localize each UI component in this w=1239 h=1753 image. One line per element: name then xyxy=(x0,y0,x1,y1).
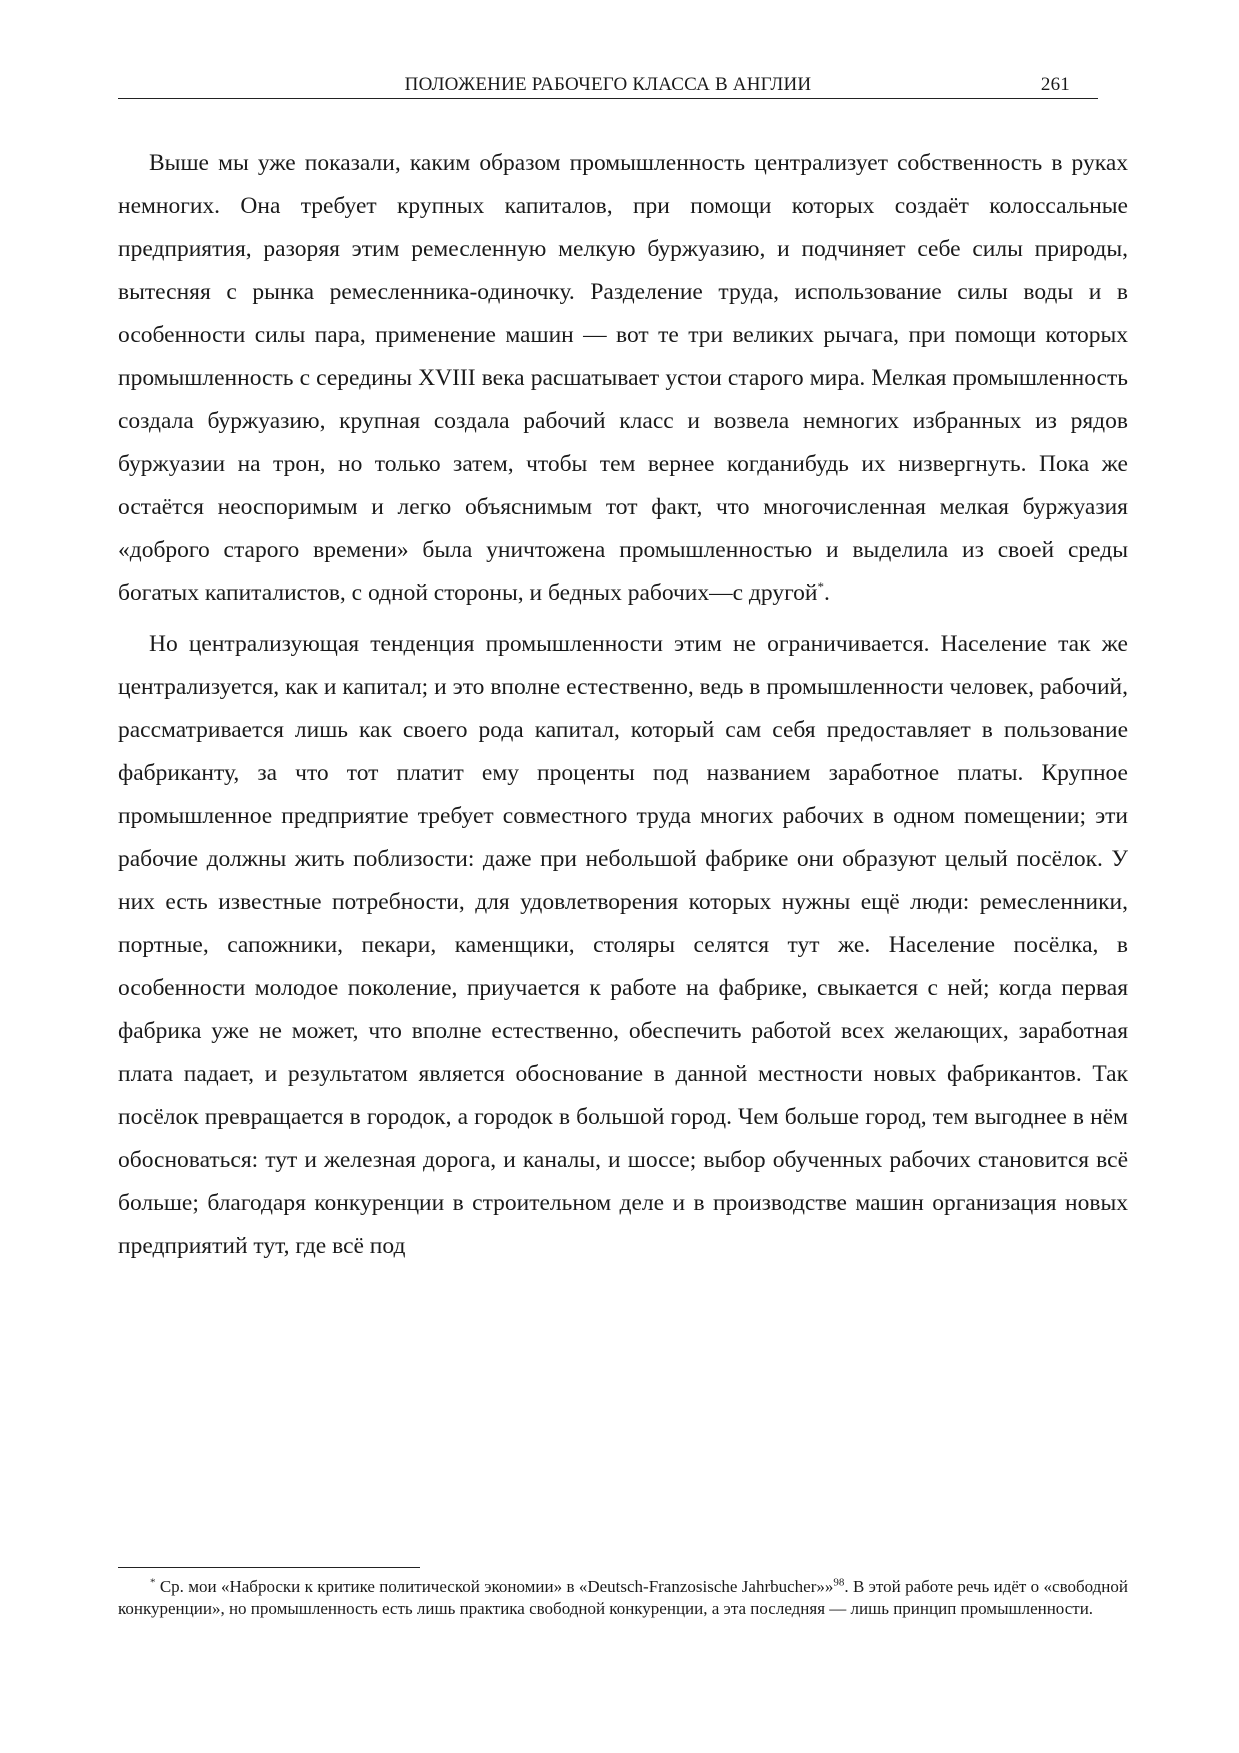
paragraph-2-text: Но централизующая тенденция промышленности этим не ограничивается. Население так же централизуется, как и капитал; и это вполне естественно, ведь в промышленности человек, рабочий, рассматривается лишь как своего рода капитал, который сам себя предоставляет в пользование фабриканту, за что тот платит ему проценты под названием заработное платы. Крупное промышленное предприятие требует совместного труда многих рабочих в одном помещении; эти рабочие должны жить поблизости: даже при небольшой фабрике они образуют целый посёлок. У них есть известные потребности, для удовлетворения которых нужны ещё люди: ремесленники, портные, сапожники, пекари, каменщики, столяры селятся тут же. Население посёлка, в особенности молодое поколение, приучается к работе на фабрике, свыкается с ней; когда первая фабрика уже не может, что вполне естественно, обеспечить работой всех желающих, заработная плата падает, и результатом является обоснование в данной местности новых фабрикантов. Так посёлок превращается в городок, а городок в большой город. Чем больше город, тем выгоднее в нём обосноваться: тут и железная дорога, и каналы, и шоссе; выбор обученных рабочих становится всё больше; благодаря конкуренции в строительном деле и в производстве машин организация новых предприятий тут, где всё под xyxy=(118,631,1128,1259)
footnote-text-end: . В этой работе речь идёт о «свободной конкуренции», но промышленность есть лишь практика свободной конкуренции, а эта последняя — лишь принцип промышленности. xyxy=(118,1577,1128,1618)
paragraph-1-tail: . xyxy=(823,580,830,606)
footnote-text-start: Ср. мои «Наброски к критике политической экономии» в «Deutsch-Franzosische Jahrbucher»» xyxy=(155,1577,834,1596)
page-number: 261 xyxy=(1040,74,1070,95)
footnote-mark: * xyxy=(150,1576,156,1589)
footnote-reference-number[interactable]: 98 xyxy=(833,1576,845,1589)
paragraph-1 xyxy=(118,142,1128,615)
footnote-divider xyxy=(118,1567,420,1568)
footnote xyxy=(118,1576,1128,1620)
running-header xyxy=(118,72,1098,99)
running-title: ПОЛОЖЕНИЕ РАБОЧЕГО КЛАССА В АНГЛИИ xyxy=(404,74,812,95)
paragraph-2 xyxy=(118,623,1128,1268)
body-text xyxy=(118,142,1128,1276)
footnote-marker[interactable]: * xyxy=(817,579,824,595)
paragraph-1-text: Выше мы уже показали, каким образом промышленность централизует собственность в руках немногих. Она требует крупных капиталов, при помощи которых создаёт колоссальные предприятия, разоряя этим ремесленную мелкую буржуазию, и подчиняет себе силы природы, вытесняя с рынка ремесленника-одиночку. Разделение труда, использование силы воды и в особенности силы пара, применение машин — вот те три великих рычага, при помощи которых промышленность с середины XVIII века расшатывает устои старого мира. Мелкая промышленность создала буржуазию, крупная создала рабочий класс и возвела немногих избранных из рядов буржуазии на трон, но только затем, чтобы тем вернее когданибудь их низвергнуть. Пока же остаётся неоспоримым и легко объяснимым тот факт, что многочисленная мелкая буржуазия «доброго старого времени» была уничтожена промышленностью и выделила из своей среды богатых капиталистов, с одной стороны, и бедных рабочих—с другой xyxy=(118,150,1128,606)
